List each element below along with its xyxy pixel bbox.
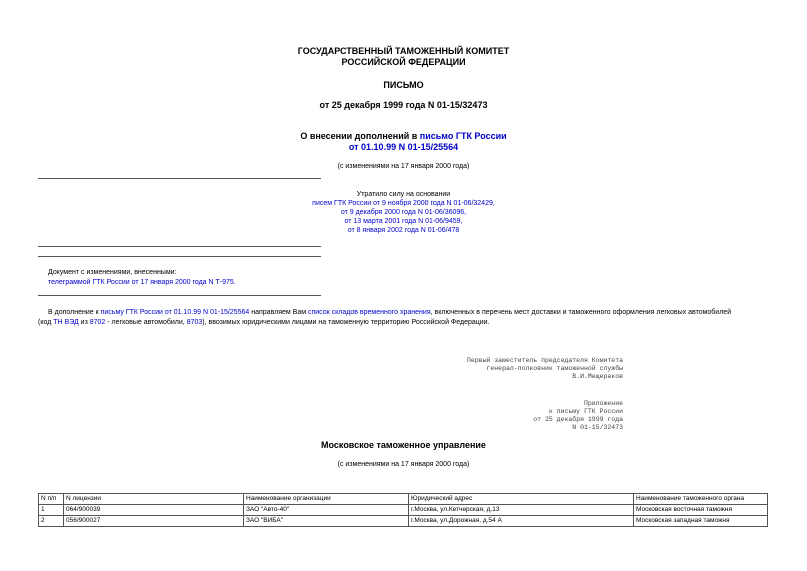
section-note: (с изменениями на 17 января 2000 года) <box>337 461 470 468</box>
table-cell: Московская западная таможня <box>634 516 768 527</box>
title-link-number[interactable]: от 01.10.99 N 01-15/25564 <box>348 142 459 152</box>
org-name-line1: ГОСУДАРСТВЕННЫЙ ТАМОЖЕННЫЙ КОМИТЕТ <box>297 46 510 56</box>
appendix-block: Приложение к письму ГТК России от 25 декабря 1999 года N 01-15/32473 <box>533 400 623 431</box>
table-header-cell: Наименование таможенного органа <box>634 494 768 505</box>
org-name-line2: РОССИЙСКОЙ ФЕДЕРАЦИИ <box>341 57 466 67</box>
signature-block: Первый заместитель председателя Комитета генерал-полковник таможенной службы В.И.Мещераков <box>466 357 623 380</box>
table-cell: 056/900027 <box>64 516 244 527</box>
divider <box>38 246 321 247</box>
changes-note: (с изменениями на 17 января 2000 года) <box>337 163 470 170</box>
table-header-cell: Юридический адрес <box>409 494 634 505</box>
body-link-tnved[interactable]: ТН ВЭД <box>53 319 79 326</box>
body-link-list[interactable]: список складов временного хранения <box>307 309 431 316</box>
doc-type: ПИСЬМО <box>383 80 424 90</box>
table-cell: г.Москва, ул.Дорожная, д.54 А <box>409 516 634 527</box>
table-cell: 2 <box>39 516 64 527</box>
table-cell: ЗАО "ВИБА" <box>244 516 409 527</box>
table-header-cell: Наименование организации <box>244 494 409 505</box>
lapsed-link-3[interactable]: от 13 марта 2001 года N 01-06/9459, <box>344 218 463 225</box>
table-header-cell: N лицензии <box>64 494 244 505</box>
table-row <box>39 516 768 527</box>
divider <box>38 295 321 296</box>
table-header-row <box>39 494 768 505</box>
title-prefix: О внесении дополнений в <box>300 131 420 141</box>
lapsed-link-2[interactable]: от 9 декабря 2000 года N 01-06/36096, <box>340 209 467 216</box>
divider <box>38 256 321 257</box>
body-link-letter[interactable]: письму ГТК России от 01.10.99 N 01-15/25564 <box>100 309 250 316</box>
lapsed-block <box>0 190 807 235</box>
title-link-letter[interactable]: письмо ГТК России <box>419 131 507 141</box>
doc-title-line2 <box>0 142 807 153</box>
section-title: Московское таможенное управление <box>321 440 486 450</box>
table-header-cell: N п/п <box>39 494 64 505</box>
lapsed-intro: Утратило силу на основании <box>356 191 451 198</box>
lapsed-link-1[interactable]: писем ГТК России от 9 ноября 2000 года N 01-06/32429, <box>312 200 495 207</box>
body-link-8702[interactable]: 8702 <box>89 319 106 326</box>
table-cell: 064/900039 <box>64 505 244 516</box>
body-link-8703[interactable]: 8703 <box>186 319 203 326</box>
amend-link[interactable]: телеграммой ГТК России от 17 января 2000 года N Т-975. <box>48 279 236 286</box>
table-cell: 1 <box>39 505 64 516</box>
lapsed-link-4[interactable]: от 8 января 2002 года N 01-06/478 <box>347 227 460 234</box>
table-cell: ЗАО "Авто-40" <box>244 505 409 516</box>
divider <box>38 178 321 179</box>
table-cell: Московская восточная таможня <box>634 505 768 516</box>
body-paragraph-line2: (код ТН ВЭД из 8702 - легковые автомобили, 8703), ввозимых юридическими лицами на таможенную территорию Российской Федерации. <box>38 319 490 326</box>
amend-intro: Документ с изменениями, внесенными: <box>48 269 177 276</box>
doc-date: от 25 декабря 1999 года N 01-15/32473 <box>319 100 488 110</box>
table-cell: г.Москва, ул.Кетчерская, д.13 <box>409 505 634 516</box>
body-paragraph-line1: В дополнение к письму ГТК России от 01.10.99 N 01-15/25564 направляем Вам список складов временного хранения, включенных в перечень мест доставки и таможенного оформления легковых автомобилей <box>48 309 732 316</box>
doc-title-line1 <box>0 131 807 142</box>
customs-warehouse-table <box>38 493 768 527</box>
table-row <box>39 505 768 516</box>
